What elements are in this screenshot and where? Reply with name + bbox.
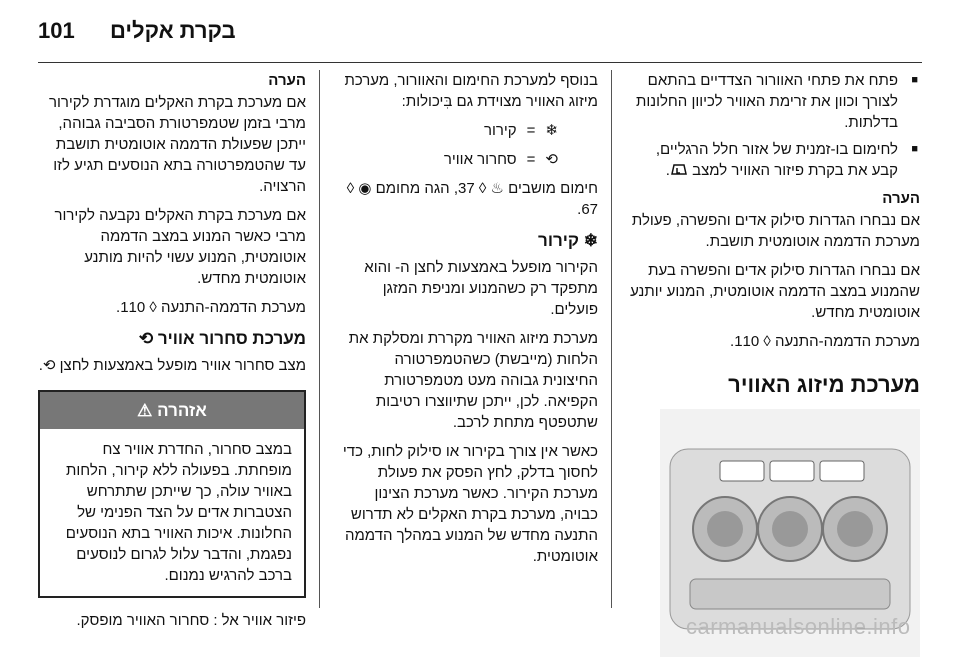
note-paragraph: אם מערכת בקרת האקלים נקבעה לקירור מרבי כאשר המנוע במצב הדממה אוטומטית, המנוע עשוי להיות מותנע אוטומטית מחדש. [54, 207, 306, 287]
cooling-paragraph: הקירור מופעל באמצעות לחצן ה- והוא מתפקד רק כשהמנוע ומניפת המזגן פועלים. [364, 259, 598, 318]
heated-seat-icon: ♨ [490, 180, 504, 197]
recirculation-icon: ⟲ [42, 357, 56, 374]
heated-features: חימום מושבים ♨ ◊ 37, הגה מחומם ◉ ◊ 67. [346, 180, 598, 218]
cross-reference: מערכת הדממה-התנעה ◊ 110. [730, 332, 920, 350]
recirculation-heading: מערכת סחרור אוויר ⟲ [138, 329, 306, 348]
left-column [38, 70, 306, 639]
windscreen-feet-icon [670, 161, 688, 182]
arrow-icon: ◊ [478, 180, 487, 197]
watermark: carmanualsonline.info [686, 614, 911, 639]
warning-header: אזהרה ⚠ [40, 392, 304, 429]
page-title: בקרת אקלים [110, 18, 236, 43]
note-paragraph: אם נבחרו הגדרות סילוק אדים והפשרה, פעולת מערכת הדממה אוטומטית תושבת. [631, 211, 920, 250]
right-column [630, 70, 920, 657]
header-rule [38, 62, 922, 63]
symbol-row-cooling: ❄ = קירור [483, 122, 558, 139]
arrow-icon: ◊ [346, 180, 355, 197]
arrow-icon: ◊ [763, 332, 771, 350]
note-title: הערה [268, 72, 306, 89]
snowflake-icon: ❄ [583, 231, 598, 250]
heated-steering-icon: ◉ [358, 180, 372, 197]
warning-box [38, 390, 306, 598]
bullet-square-icon: ■ [911, 143, 918, 155]
page-number: 101 [38, 18, 75, 43]
recirculation-icon: ⟲ [545, 151, 558, 168]
page-header [0, 0, 960, 56]
column-divider-right [611, 70, 612, 608]
warning-text: במצב סחרור, החדרת אוויר צח מופחתת. בפעולה ללא קירור, הלחות באוויר עולה, כך שייתכן שתתרחש הצטברות אדים על הצד הפנימי של החלונות. איכות האוויר בתא הנוסעים נפגמת, והדבר עלול לגרום לנוסעים ברכב להרגיש נמנום. [65, 441, 292, 584]
warning-triangle-icon: ⚠ [137, 401, 153, 420]
footer-note: פיזור אוויר אל : סחרור האוויר מופסק. [76, 612, 306, 629]
cross-reference: מערכת הדממה-התנעה ◊ 110. [116, 299, 306, 316]
note-title: הערה [882, 189, 920, 207]
symbol-row-recirculation: ⟲ = סחרור אוויר [443, 151, 558, 168]
note-paragraph: אם מערכת בקרת האקלים מוגדרת לקירור מרבי בזמן שטמפרטורת הסביבה גבוהה, ייתכן שפעולת הדממה אוטומטית תושבת עד שהטמפרטורה בתא הנוסעים תגיע לזו הרצויה. [48, 94, 306, 195]
cooling-paragraph: כאשר אין צורך בקירור או סילוק לחות, כדי לחסוך בדלק, לחץ הפסק את פעולת מערכת הקירור. כאשר מערכת הצינון כבויה, מערכת בקרת האקלים לא תדרוש התנעה מחדש של המנוע במהלך הדממה אוטומטית. [342, 443, 598, 565]
column-divider-left [319, 70, 320, 608]
cooling-heading: ❄ קירור [538, 231, 598, 250]
bullet-item: ■ לחימום בו-זמנית של אזור חלל הרגליים, קבע את בקרת פיזור האוויר למצב . [630, 139, 920, 182]
arrow-icon: ◊ [149, 299, 157, 316]
snowflake-icon: ❄ [545, 122, 558, 139]
recirculation-paragraph: מצב סחרור אוויר מופעל באמצעות לחצן ⟲. [38, 357, 306, 374]
bullet-square-icon: ■ [911, 74, 918, 86]
middle-column [336, 70, 598, 575]
bullet-item: ■ פתח את פתחי האוורור הצדדיים בהתאם לצורך וכוון את זרימת האוויר לכיוון החלונות בדלתות. [635, 72, 918, 131]
section-heading: מערכת מיזוג האוויר [728, 371, 920, 397]
recirculation-icon: ⟲ [138, 329, 154, 348]
cooling-paragraph: מערכת מיזוג האוויר מקררת ומסלקת את הלחות (מייבשת) כשהטמפרטורה החיצונית גבוהה מעט מטמפרטורת הקפיאה. לכן, ייתכן שתיווצרו רטיבות שתטפטף מתחת לרכב. [348, 330, 598, 431]
note-paragraph: אם נבחרו הגדרות סילוק אדים והפשרה בעת שהמנוע במצב הדממה אוטומטית, המנוע יותנע אוטומטית מחדש. [630, 261, 920, 321]
intro-paragraph: בנוסף למערכת החימום והאוורור, מערכת מיזוג האוויר מצוידת גם בִּיכולות: [344, 72, 598, 110]
